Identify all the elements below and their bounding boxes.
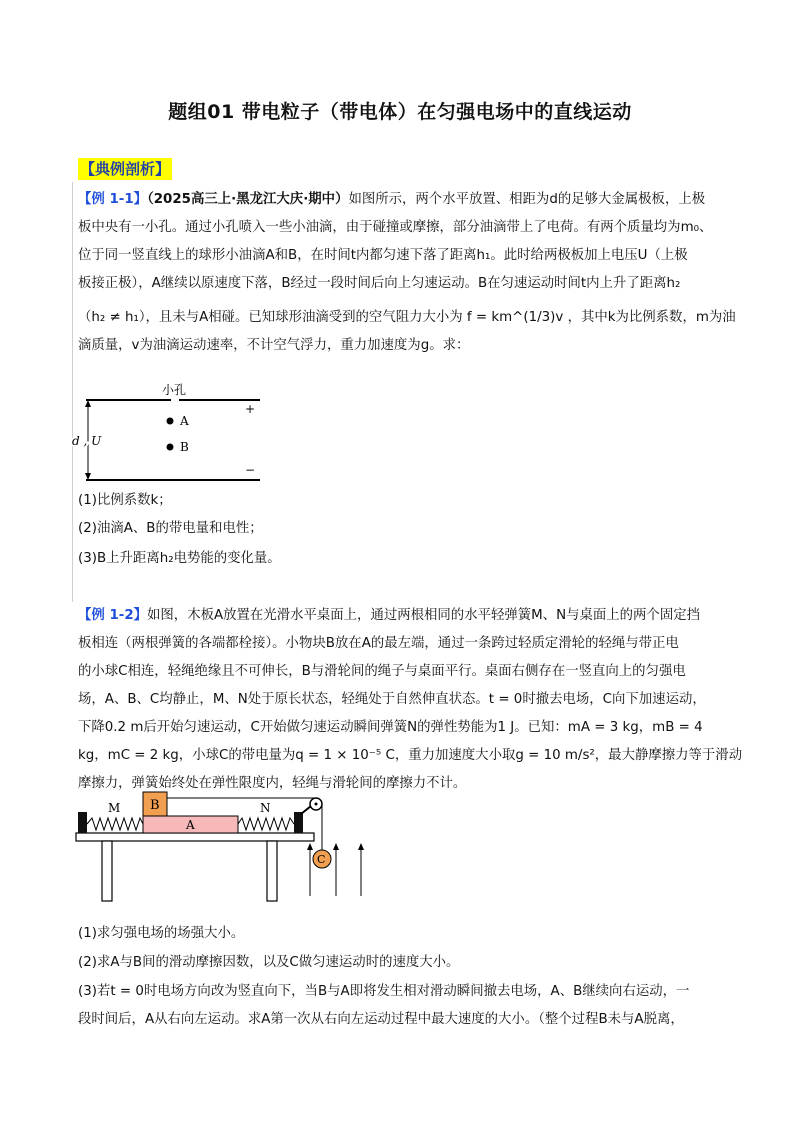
page-title: 题组01 带电粒子（带电体）在匀强电场中的直线运动 <box>168 101 632 123</box>
text-line: 板接正极），A继续以原速度下落，B经过一段时间后向上匀速运动。B在匀速运动时间t内上升了距离h₂ <box>78 276 681 291</box>
oil-drop-a <box>167 418 174 425</box>
question-1-1-2: (2)油滴A、B的带电量和电性； <box>78 521 263 536</box>
question-1-2-2: (2)求A与B间的滑动摩擦因数，以及C做匀速运动时的速度大小。 <box>78 955 460 970</box>
example-1-2-text <box>78 602 743 798</box>
distance-voltage-label: d , U <box>72 434 102 448</box>
text-line: 滴质量，v为油滴运动速率，不计空气浮力，重力加速度为g。求： <box>78 338 470 353</box>
arrow-head-down-icon <box>85 473 91 480</box>
text-line <box>78 602 740 630</box>
block-b-label: B <box>150 798 160 813</box>
oil-drop-b-label: B <box>180 440 189 454</box>
text-line: 下降0.2 m后开始匀速运动，C开始做匀速运动瞬间弹簧N的弹性势能为1 J。已知：mA = 3 kg，mB = 4 <box>78 720 703 735</box>
text-line: 摩擦力，弹簧始终处在弹性限度内，轻绳与滑轮间的摩擦力不计。 <box>78 776 467 791</box>
spring-m <box>87 818 143 830</box>
text-line: 的小球C相连，轻绳绝缘且不可伸长，B与滑轮间的绳子与桌面平行。桌面右侧存在一竖直向上的匀强电 <box>78 664 686 679</box>
pulley-axle <box>315 803 318 806</box>
question-1-2-3: (3)若t = 0时电场方向改为竖直向下，当B与A即将发生相对滑动瞬间撤去电场，A、B继续向右运动，一 <box>78 984 690 999</box>
plus-sign: + <box>245 402 256 416</box>
example-1-1-text <box>78 186 740 360</box>
hole-label: 小孔 <box>162 383 187 397</box>
fixed-stop-left <box>78 812 87 833</box>
text-line: 板相连（两根弹簧的各端都栓接）。小物块B放在A的最左端，通过一条跨过轻质定滑轮的轻绳与带正电 <box>78 636 679 651</box>
question-1-2-3-cont: 段时间后，A从右向左运动。求A第一次从右向左运动过程中最大速度的大小。（整个过程B未与A脱离， <box>78 1012 684 1027</box>
minus-sign: − <box>245 463 256 477</box>
text-line: kg，mC = 2 kg，小球C的带电量为q = 1 × 10⁻⁵ C，重力加速度大小取g = 10 m/s²，最大静摩擦力等于滑动 <box>78 748 743 763</box>
parallel-plates-figure <box>70 382 270 486</box>
spring-n-label: N <box>260 801 271 815</box>
text-line: 场，A、B、C均静止，M、N处于原长状态，轻绳处于自然伸直状态。t = 0时撤去电场，C向下加速运动， <box>78 692 706 707</box>
table-top <box>76 833 314 841</box>
table-leg-left <box>102 841 112 901</box>
table-spring-figure <box>72 788 372 906</box>
example-1-1-source: （2025高三上·黑龙江大庆·期中） <box>147 192 349 207</box>
section-label: 【典例剖析】 <box>80 160 171 178</box>
spring-m-label: M <box>108 801 121 815</box>
text-line: 位于同一竖直线上的球形小油滴A和B，在时间t内都匀速下落了距离h₁。此时给两极板加上电压U（上极 <box>78 248 688 263</box>
arrow-up-icon <box>333 843 339 850</box>
arrow-up-icon <box>358 843 364 850</box>
arrow-up-icon <box>307 843 313 850</box>
fixed-stop-right <box>294 812 303 833</box>
ball-c-label: C <box>317 853 326 866</box>
arrow-head-up-icon <box>85 400 91 407</box>
oil-drop-a-label: A <box>180 414 189 428</box>
board-a-label: A <box>186 818 195 832</box>
question-1-1-1: (1)比例系数k； <box>78 493 172 508</box>
question-1-1-3: (3)B上升距离h₂电势能的变化量。 <box>78 551 281 566</box>
example-1-2-tag: 【例 1-2】 <box>78 608 148 623</box>
oil-drop-b <box>167 444 174 451</box>
text-line: 板中央有一小孔。通过小孔喷入一些小油滴，由于碰撞或摩擦，部分油滴带上了电荷。有两个质量均为m₀、 <box>78 220 713 235</box>
question-1-2-1: (1)求匀强电场的场强大小。 <box>78 926 245 941</box>
text-line-content: 如图，木板A放置在光滑水平桌面上，通过两根相同的水平轻弹簧M、N与桌面上的两个固定挡 <box>147 608 700 623</box>
spring-n <box>238 818 294 830</box>
example-1-1-tag: 【例 1-1】 <box>78 192 148 207</box>
text-line <box>78 186 740 214</box>
table-leg-right <box>267 841 277 901</box>
text-line-content: 如图所示，两个水平放置、相距为d的足够大金属极板，上极 <box>348 192 706 207</box>
text-line: （h₂ ≠ h₁），且未与A相碰。已知球形油滴受到的空气阻力大小为 f = km^(1/3)v ，其中k为比例系数，m为油 <box>78 310 736 325</box>
